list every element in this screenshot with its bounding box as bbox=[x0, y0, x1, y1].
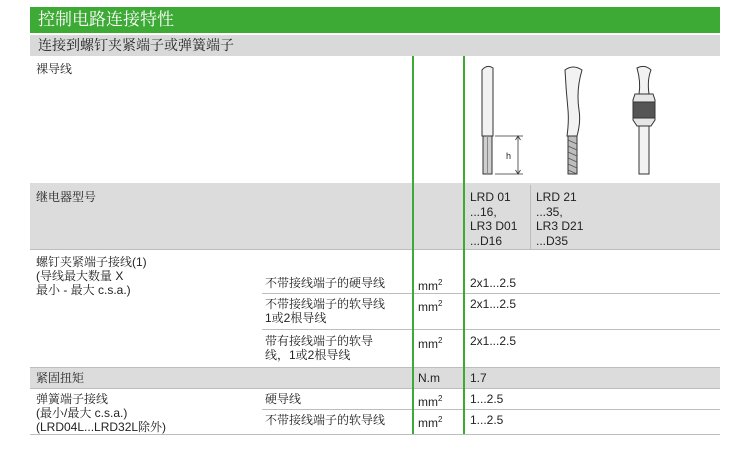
screw-row-3-value: 2x1...2.5 bbox=[470, 334, 517, 348]
relay-model-col2: LRD 21 ...35, LR3 D21 ...D35 bbox=[536, 190, 584, 248]
divider bbox=[30, 367, 720, 368]
relay-model-col1: LRD 01 ...16, LR3 D01 ...D16 bbox=[470, 190, 518, 248]
screw-row-1-value: 2x1...2.5 bbox=[470, 276, 517, 290]
spring-row-1-value: 1...2.5 bbox=[470, 392, 504, 406]
torque-label: 紧固扭矩 bbox=[36, 371, 85, 385]
torque-value: 1.7 bbox=[470, 371, 487, 385]
relay-model-row-bg bbox=[30, 183, 720, 249]
bare-wire-label: 裸导线 bbox=[36, 62, 73, 76]
ferrule-wire-icon bbox=[633, 66, 655, 174]
divider bbox=[262, 409, 720, 410]
torque-row-bg bbox=[30, 368, 720, 388]
screw-row-2-value: 2x1...2.5 bbox=[470, 297, 517, 311]
screw-terminal-label: 螺钉夹紧端子接线(1) (导线最大数量 X 最小 - 最大 c.s.a.) bbox=[36, 255, 147, 297]
spring-row-2-unit: $mm^2$ bbox=[418, 415, 443, 430]
stranded-wire-icon bbox=[565, 67, 582, 174]
screw-row-1-desc: 不带接线端子的硬导线 bbox=[265, 276, 386, 290]
screw-row-1-unit: $mm^2$ bbox=[418, 278, 443, 293]
divider bbox=[30, 434, 720, 435]
divider bbox=[530, 185, 531, 249]
divider bbox=[30, 388, 720, 389]
screw-row-2-desc: 不带接线端子的软导线 1或2根导线 bbox=[265, 297, 386, 325]
divider bbox=[262, 329, 720, 330]
screw-row-3-unit: $mm^2$ bbox=[418, 336, 443, 351]
spring-row-2-desc: 不带接线端子的软导线 bbox=[265, 413, 386, 427]
screw-row-3-desc: 带有接线端子的软导 线，1或2根导线 bbox=[265, 334, 374, 362]
section-subtitle: 连接到螺钉夹紧端子或弹簧端子 bbox=[30, 35, 720, 56]
solid-wire-icon bbox=[482, 66, 493, 174]
dimension-label: h bbox=[506, 151, 512, 161]
screw-row-2-unit: $mm^2$ bbox=[418, 299, 443, 314]
relay-model-label: 继电器型号 bbox=[36, 190, 97, 204]
page-title: 控制电路连接特性 bbox=[30, 7, 720, 33]
column-rule bbox=[412, 56, 414, 434]
wire-illustration bbox=[465, 60, 665, 180]
divider bbox=[30, 249, 720, 250]
torque-unit: N.m bbox=[418, 371, 440, 385]
spring-terminal-label: 弹簧端子接线 (最小/最大 c.s.a.) (LRD04L...LRD32L除外) bbox=[36, 392, 167, 434]
spring-row-1-desc: 硬导线 bbox=[265, 392, 302, 406]
spring-row-2-value: 1...2.5 bbox=[470, 413, 504, 427]
divider bbox=[262, 293, 720, 294]
spring-row-1-unit: $mm^2$ bbox=[418, 394, 443, 409]
